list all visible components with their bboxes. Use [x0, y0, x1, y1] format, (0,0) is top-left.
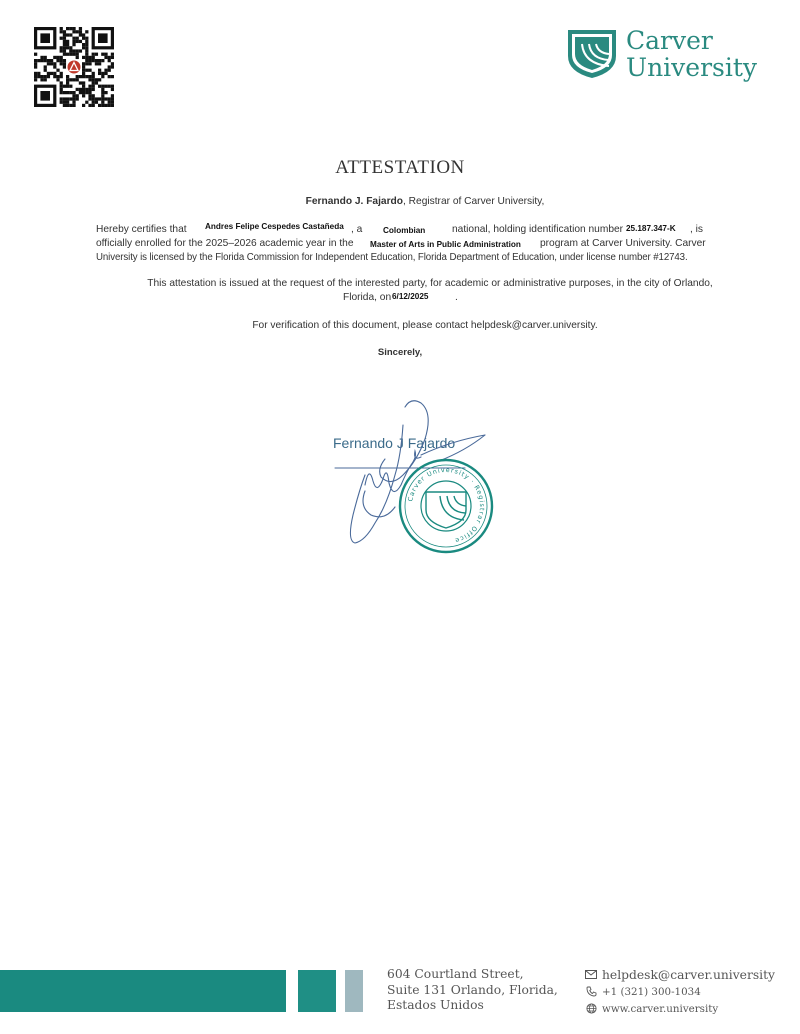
- registrar-line: Fernando J. Fajardo, Registrar of Carver University,: [305, 196, 545, 207]
- student-name-field: Andres Felipe Cespedes Castañeda: [205, 222, 344, 231]
- document-title: ATTESTATION: [335, 157, 465, 178]
- footer-phone: +1 (321) 300-1034: [602, 985, 701, 998]
- svg-text:Carver University · Registrar: Carver University · Registrar Office: [406, 465, 487, 545]
- nationality-field: Colombian: [383, 226, 426, 235]
- purpose-paragraph: This attestation is issued at the request of the interested party, for academic or administrative purposes, in the city of Orlando, Florida, on 6/12/2025 .: [147, 278, 713, 303]
- closing: Sincerely,: [377, 347, 423, 358]
- university-name: Carver University: [626, 26, 758, 82]
- footer-website[interactable]: www.carver.university: [602, 1002, 719, 1015]
- footer-website-row[interactable]: [584, 1000, 794, 1017]
- shield-logo-icon: [566, 26, 618, 80]
- registrar-seal: [398, 458, 494, 554]
- phone-icon: [584, 986, 598, 997]
- para1-line3: University is licensed by the Florida Commission for Independent Education, Florida Department of Education, under license number #12743.: [96, 252, 688, 263]
- issue-date-field: 6/12/2025: [392, 292, 429, 301]
- globe-icon: [584, 1003, 598, 1014]
- program-field: Master of Arts in Public Administration: [370, 240, 521, 249]
- footer-square-teal: [298, 970, 336, 1012]
- para1-line1: Hereby certifies that Andres Felipe Cespedes Castañeda , a Colombian national, holding identification number 25.187.347-K , is: [96, 223, 716, 237]
- footer-contact: [584, 966, 794, 1017]
- footer-phone-row: [584, 983, 794, 1000]
- para1-line2: officially enrolled for the 2025–2026 academic year in the Master of Arts in Public Administration program at Carver University. Carver: [96, 237, 716, 251]
- qr-code: [34, 27, 114, 107]
- footer-email-row[interactable]: [584, 966, 794, 983]
- registrar-name: Fernando J. Fajardo: [305, 196, 404, 207]
- university-logo: [566, 26, 776, 84]
- footer-square-grey: [345, 970, 363, 1012]
- verification-note: For verification of this document, please contact helpdesk@carver.university.: [252, 320, 598, 331]
- signature-printed-name: Fernando J Fajardo: [333, 435, 456, 451]
- footer-email[interactable]: helpdesk@carver.university: [602, 967, 775, 982]
- certification-paragraph: [96, 223, 716, 265]
- mail-icon: [584, 970, 598, 979]
- footer-bar: [0, 970, 286, 1012]
- id-number-field: 25.187.347-K: [626, 224, 676, 233]
- footer-address: 604 Courtland Street, Suite 131 Orlando, Florida, Estados Unidos: [387, 967, 558, 1012]
